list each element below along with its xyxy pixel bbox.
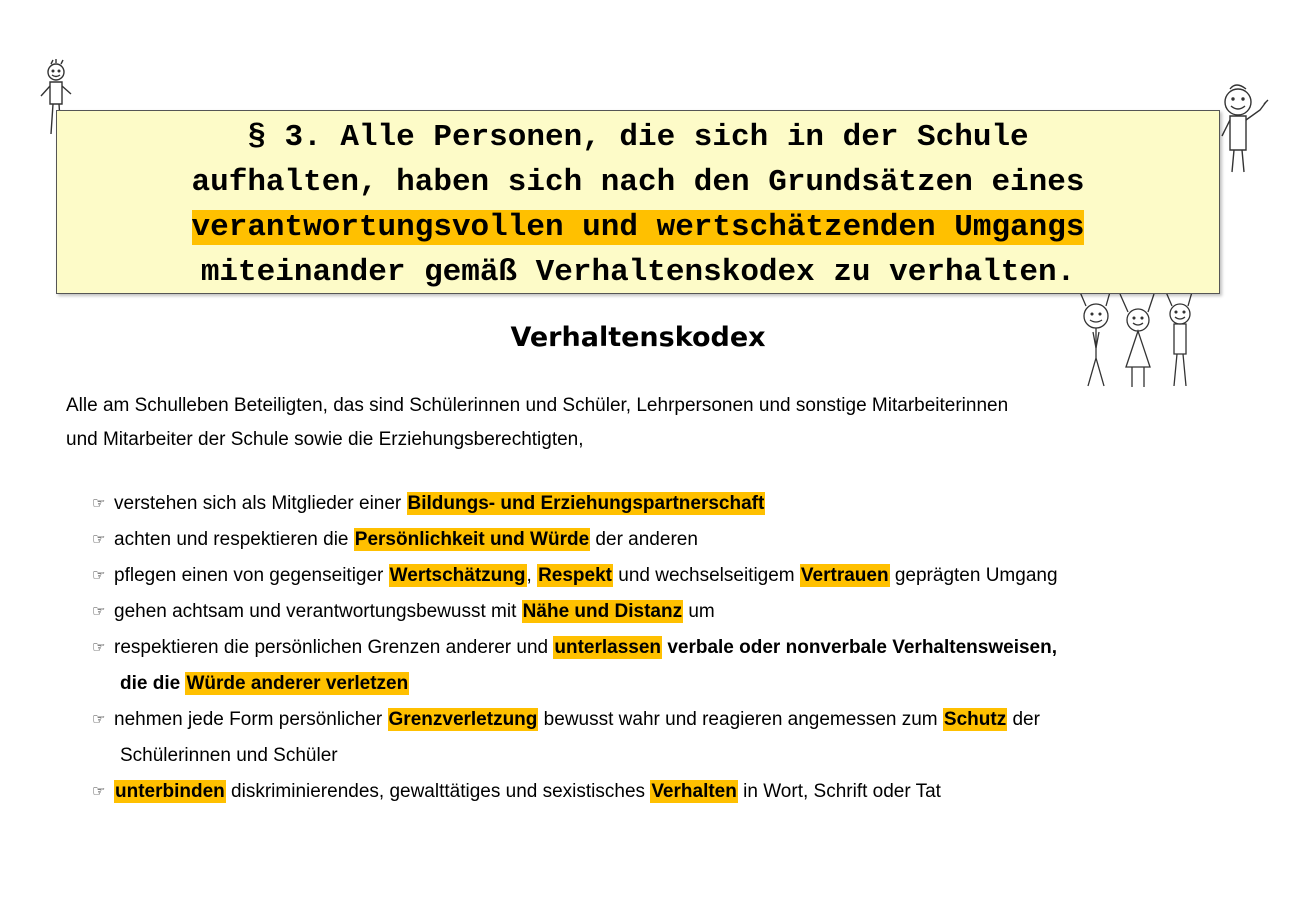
intro-line: und Mitarbeiter der Schule sowie die Erziehungsberechtigten, [66,429,584,450]
list-item: ☞ pflegen einen von gegenseitiger Wertschätzung, Respekt und wechselseitigem Vertrauen geprägten Umgang [92,558,1272,594]
hand-pointing-icon: ☞ [92,603,106,620]
hand-pointing-icon: ☞ [92,639,106,656]
law-paragraph-box [56,110,1220,294]
highlight: Grenzverletzung [388,709,538,730]
highlight: Würde anderer verletzen [186,673,409,694]
highlight: Schutz [943,709,1007,730]
intro-line: Alle am Schulleben Beteiligten, das sind Schülerinnen und Schüler, Lehrpersonen und sonstige Mitarbeiterinnen [66,395,1009,416]
list-item: ☞ achten und respektieren die Persönlichkeit und Würde der anderen [92,522,1272,558]
highlight: Verhalten [651,781,737,802]
highlight: unterbinden [115,781,225,802]
highlight: Respekt [538,565,612,586]
intro-paragraph [66,389,1256,457]
hand-pointing-icon: ☞ [92,567,106,584]
hand-pointing-icon: ☞ [92,495,106,512]
hand-pointing-icon: ☞ [92,783,106,800]
law-line: § 3. Alle Personen, die sich in der Schule [247,120,1029,155]
highlight: Vertrauen [800,565,889,586]
page-title: Verhaltenskodex [510,322,766,353]
list-item: ☞ unterbinden diskriminierendes, gewalttätiges und sexistisches Verhalten in Wort, Schrift oder Tat [92,774,1272,810]
code-of-conduct-list [92,486,1272,810]
highlight: Wertschätzung [389,565,526,586]
list-item: ☞ verstehen sich als Mitglieder einer Bildungs- und Erziehungspartnerschaft [92,486,1272,522]
hand-pointing-icon: ☞ [92,711,106,728]
list-item: ☞ respektieren die persönlichen Grenzen anderer und unterlassen verbale oder nonverbale Verhaltensweisen, die die Würde anderer verletzen [92,630,1272,702]
law-line: aufhalten, haben sich nach den Grundsätzen eines [191,165,1085,200]
highlight: Nähe und Distanz [522,601,683,622]
law-line-highlight: verantwortungsvollen und wertschätzenden Umgangs [191,210,1085,245]
highlight: Bildungs- und Erziehungspartnerschaft [407,493,765,514]
stick-figure-right-icon [1212,78,1274,178]
law-line: miteinander gemäß Verhaltenskodex zu verhalten. [200,255,1076,290]
list-item: ☞ gehen achtsam und verantwortungsbewusst mit Nähe und Distanz um [92,594,1272,630]
hand-pointing-icon: ☞ [92,531,106,548]
list-item: ☞ nehmen jede Form persönlicher Grenzverletzung bewusst wahr und reagieren angemessen zum Schutz der Schülerinnen und Schüler [92,702,1272,774]
highlight: unterlassen [554,637,662,658]
highlight: Persönlichkeit und Würde [354,529,590,550]
